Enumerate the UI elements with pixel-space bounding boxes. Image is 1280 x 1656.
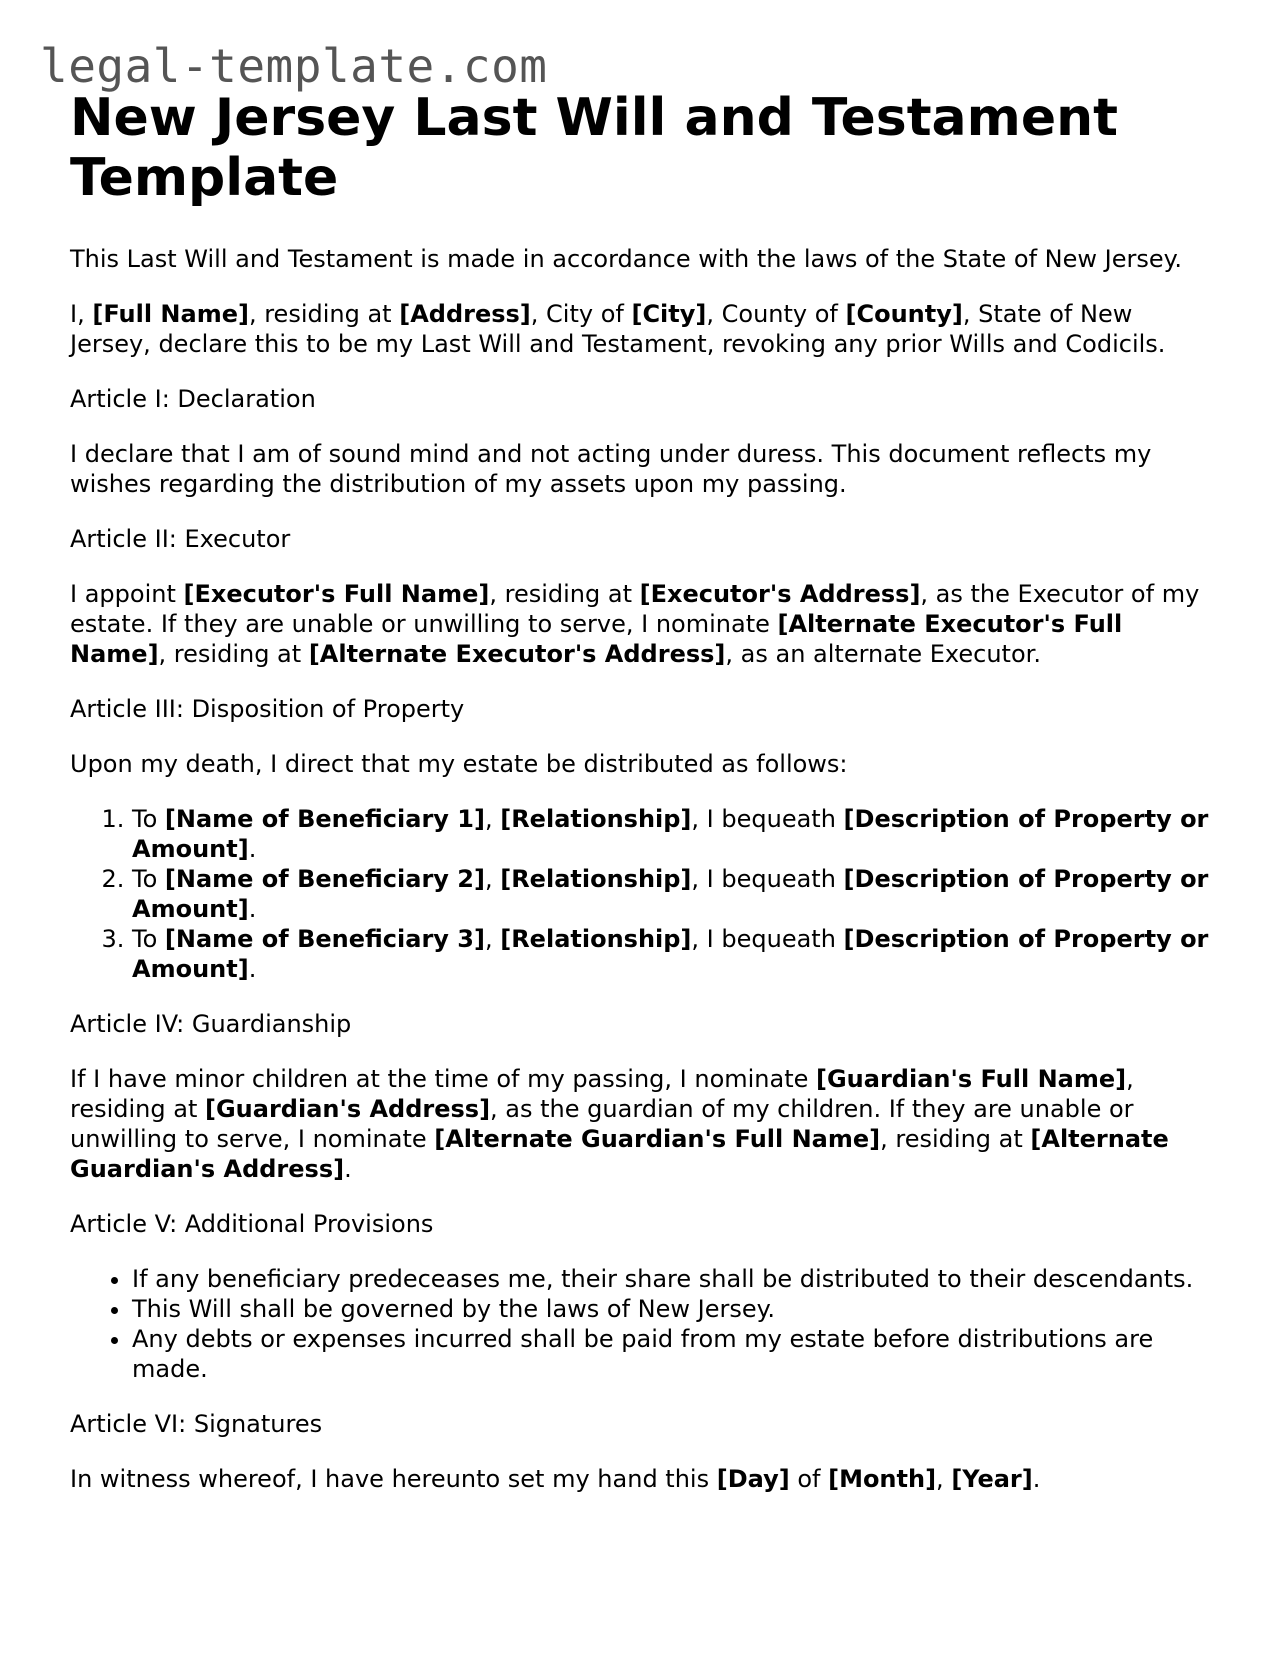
bequest-item xyxy=(132,924,1210,984)
article-6-heading: Article VI: Signatures xyxy=(70,1410,323,1438)
placeholder-executor-address: [Executor's Address] xyxy=(639,580,921,608)
text-run: , City of xyxy=(530,300,632,328)
text-run: . xyxy=(248,835,257,863)
article-5-heading: Article V: Additional Provisions xyxy=(70,1210,434,1238)
text-run: , as the Executor of my estate. If they are unable or unwilling to serve, I nominate xyxy=(70,580,1200,638)
text-run: In witness whereof, I have hereunto set my hand this xyxy=(70,1465,717,1493)
placeholder-beneficiary-name: [Name of Beneficiary 2] xyxy=(164,865,485,893)
text-run: To xyxy=(132,805,165,833)
text-run: , xyxy=(484,805,501,833)
placeholder-day: [Day] xyxy=(716,1465,790,1493)
text-run: . xyxy=(248,895,257,923)
placeholder-alt-executor-name: [Alternate Executor's Full Name] xyxy=(70,610,1123,668)
article-4-heading: Article IV: Guardianship xyxy=(70,1010,352,1038)
text-run: , xyxy=(484,865,501,893)
bequest-item xyxy=(132,864,1210,924)
text-run: , I bequeath xyxy=(691,925,844,953)
text-run: If I have minor children at the time of my passing, I nominate xyxy=(70,1065,817,1093)
text-run: , County of xyxy=(706,300,846,328)
bequest-list xyxy=(70,804,1210,984)
article-1-text: I declare that I am of sound mind and not acting under duress. This document reflects my wishes regarding the distribution of my assets upon my passing. xyxy=(70,440,1152,498)
text-run: , I bequeath xyxy=(691,865,844,893)
text-run: To xyxy=(132,925,165,953)
placeholder-year: [Year] xyxy=(951,1465,1033,1493)
placeholder-alt-executor-address: [Alternate Executor's Address] xyxy=(308,640,726,668)
text-run: I, xyxy=(70,300,93,328)
text-run: . xyxy=(344,1155,352,1183)
text-run: . xyxy=(1032,1465,1041,1493)
provision-item: • Any debts or expenses incurred shall be paid from my estate before distributions are made. xyxy=(132,1324,1210,1384)
text-run: , as an alternate Executor. xyxy=(725,640,1041,668)
text-run: , residing at xyxy=(880,1125,1031,1153)
article-2-heading: Article II: Executor xyxy=(70,525,291,553)
placeholder-county: [County] xyxy=(845,300,963,328)
text-run: I appoint xyxy=(70,580,184,608)
placeholder-property-description: [Description of Property or Amount] xyxy=(132,805,1209,863)
placeholder-address: [Address] xyxy=(399,300,531,328)
placeholder-relationship: [Relationship] xyxy=(500,925,692,953)
text-run: of xyxy=(789,1465,829,1493)
article-4-text xyxy=(70,1064,1210,1184)
placeholder-guardian-address: [Guardian's Address] xyxy=(205,1095,491,1123)
provision-item: • This Will shall be governed by the laws of New Jersey. xyxy=(132,1294,1210,1324)
article-3-intro: Upon my death, I direct that my estate be distributed as follows: xyxy=(70,750,848,778)
intro-paragraph: This Last Will and Testament is made in accordance with the laws of the State of New Jersey. xyxy=(70,245,1183,273)
placeholder-property-description: [Description of Property or Amount] xyxy=(132,925,1209,983)
watermark-text: legal-template.com xyxy=(40,39,548,93)
text-run: , as the guardian of my children. If they are unable or unwilling to serve, I nominate xyxy=(70,1095,1134,1153)
page-title: New Jersey Last Will and Testament Template xyxy=(70,88,1118,208)
article-3-heading: Article III: Disposition of Property xyxy=(70,695,465,723)
text-run: . xyxy=(248,955,257,983)
placeholder-month: [Month] xyxy=(828,1465,937,1493)
article-2-text xyxy=(70,579,1210,669)
text-run: , I bequeath xyxy=(691,805,844,833)
text-run: , residing at xyxy=(489,580,640,608)
text-run: , State of New Jersey, declare this to be my Last Will and Testament, revoking any prior Wills and Codicils. xyxy=(70,300,1166,358)
placeholder-property-description: [Description of Property or Amount] xyxy=(132,865,1209,923)
placeholder-guardian-name: [Guardian's Full Name] xyxy=(816,1065,1127,1093)
testator-declaration-paragraph xyxy=(70,299,1210,359)
placeholder-beneficiary-name: [Name of Beneficiary 1] xyxy=(164,805,485,833)
text-run: , xyxy=(936,1465,952,1493)
text-run: , residing at xyxy=(248,300,400,328)
placeholder-full-name: [Full Name] xyxy=(92,300,249,328)
placeholder-relationship: [Relationship] xyxy=(500,865,692,893)
document-body xyxy=(70,88,1210,1519)
article-1-heading: Article I: Declaration xyxy=(70,385,316,413)
placeholder-beneficiary-name: [Name of Beneficiary 3] xyxy=(164,925,485,953)
placeholder-alt-guardian-name: [Alternate Guardian's Full Name] xyxy=(434,1125,881,1153)
text-run: , residing at xyxy=(158,640,309,668)
placeholder-executor-name: [Executor's Full Name] xyxy=(183,580,490,608)
article-6-text xyxy=(70,1464,1210,1494)
text-run: To xyxy=(132,865,165,893)
placeholder-city: [City] xyxy=(631,300,707,328)
provision-item: • If any beneficiary predeceases me, their share shall be distributed to their descendants. xyxy=(132,1264,1210,1294)
text-run: , xyxy=(484,925,501,953)
placeholder-alt-guardian-address: [Alternate Guardian's Address] xyxy=(70,1125,1169,1183)
placeholder-relationship: [Relationship] xyxy=(500,805,692,833)
provisions-list xyxy=(70,1264,1210,1384)
bequest-item xyxy=(132,804,1210,864)
text-run: , residing at xyxy=(70,1065,1134,1123)
